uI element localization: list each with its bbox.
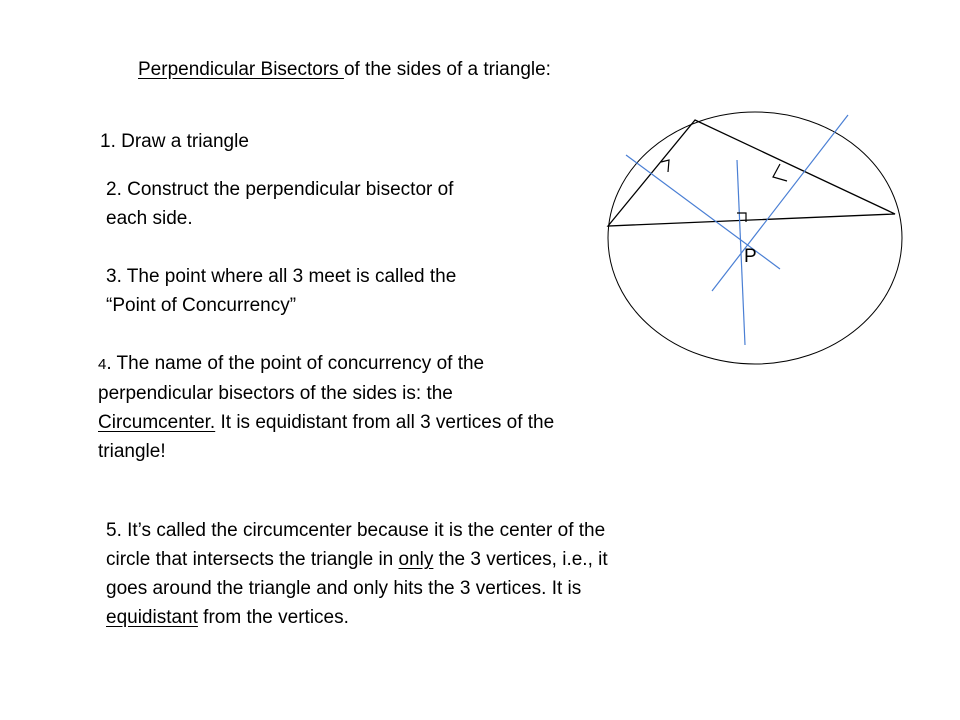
point-p-label: P [744,246,757,267]
equidistant-term: equidistant [106,607,198,628]
step-3: 3. The point where all 3 meet is called the “Point of Concurrency” [106,266,457,316]
step-1: 1. Draw a triangle [100,131,249,152]
step-4-text-b: It is equidistant from all 3 vertices of the triangle! [98,412,555,462]
right-angle-mark-left [661,160,669,172]
slide-title [138,55,551,84]
title-rest: of the sides of a triangle: [343,59,551,80]
step-4 [98,349,568,466]
bisector-left-side [626,155,780,269]
right-angle-mark-right [773,164,787,181]
step-5 [106,516,616,632]
circumcenter-term: Circumcenter. [98,412,216,433]
step-4-text-a: . The name of the point of concurrency of the perpendicular bisectors of the sides is: the [98,353,485,404]
circumscribed-circle [608,112,902,364]
step-2: 2. Construct the perpendicular bisector of each side. [106,179,454,229]
step-5-text-b: the 3 vertices, i.e., it goes around the triangle and only hits the 3 vertices. It is [106,549,608,599]
bisector-right-side [712,115,848,291]
step-5-text-a: 5. It’s called the circumcenter because it is the center of the circle that intersects the triangle in [106,520,606,570]
circumcenter-diagram [590,100,910,370]
only-term: only [398,549,434,570]
step-5-text-c: from the vertices. [197,607,349,628]
title-underlined-term: Perpendicular Bisectors [138,59,344,80]
step-4-number: 4 [98,356,107,373]
